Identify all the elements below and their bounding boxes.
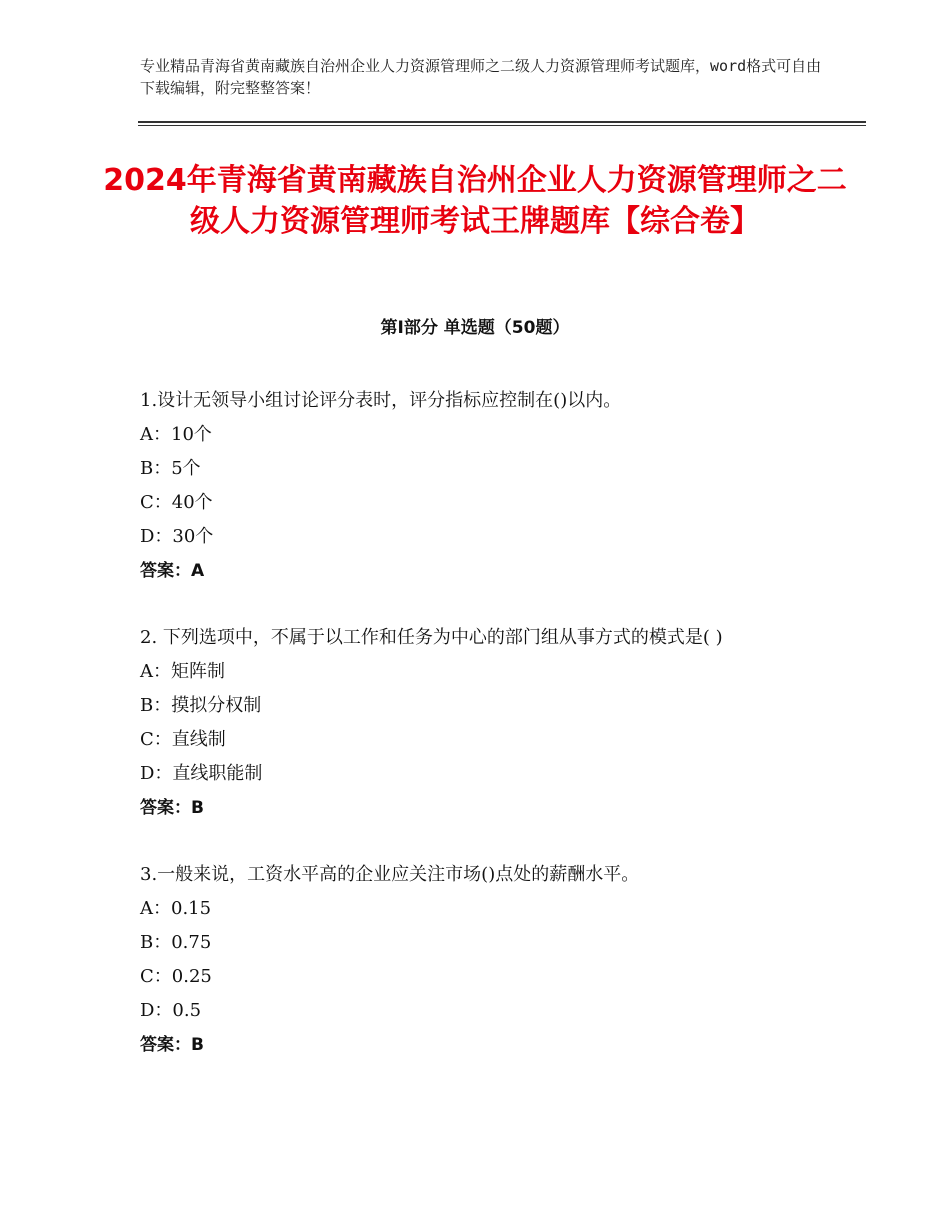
option-a: A：10个 [140, 424, 212, 445]
header-divider-thin [138, 125, 866, 126]
option-b: B：摸拟分权制 [140, 695, 262, 716]
option-a: A：矩阵制 [140, 661, 225, 682]
option-c: C：40个 [140, 492, 213, 513]
answer-line: 答案：B [140, 1035, 204, 1055]
answer-line: 答案：A [140, 561, 205, 581]
question-stem: 1.设计无领导小组讨论评分表时，评分指标应控制在()以内。 [140, 390, 622, 411]
option-a: A：0.15 [140, 898, 212, 919]
question-3 [140, 858, 820, 1062]
header-note: 专业精品青海省黄南藏族自治州企业人力资源管理师之二级人力资源管理师考试题库，word格式可自由下载编辑，附完整整答案！ [140, 57, 822, 97]
option-d: D：0.5 [140, 1000, 202, 1021]
option-d: D：30个 [140, 526, 214, 547]
answer-line: 答案：B [140, 798, 204, 818]
question-stem: 2. 下列选项中，不属于以工作和任务为中心的部门组从事方式的模式是( ) [140, 627, 723, 648]
option-b: B：5个 [140, 458, 201, 479]
option-b: B：0.75 [140, 932, 212, 953]
question-1 [140, 384, 820, 588]
option-d: D：直线职能制 [140, 763, 263, 784]
header-divider-thick [138, 121, 866, 123]
section-title: 第Ⅰ部分 单选题（50题） [380, 318, 570, 338]
option-c: C：直线制 [140, 729, 226, 750]
question-2 [140, 621, 820, 825]
question-stem: 3.一般来说，工资水平高的企业应关注市场()点处的薪酬水平。 [140, 864, 640, 885]
document-title: 2024年青海省黄南藏族自治州企业人力资源管理师之二级人力资源管理师考试王牌题库【综合卷】 [103, 163, 847, 239]
question-list [140, 384, 820, 1095]
option-c: C：0.25 [140, 966, 212, 987]
